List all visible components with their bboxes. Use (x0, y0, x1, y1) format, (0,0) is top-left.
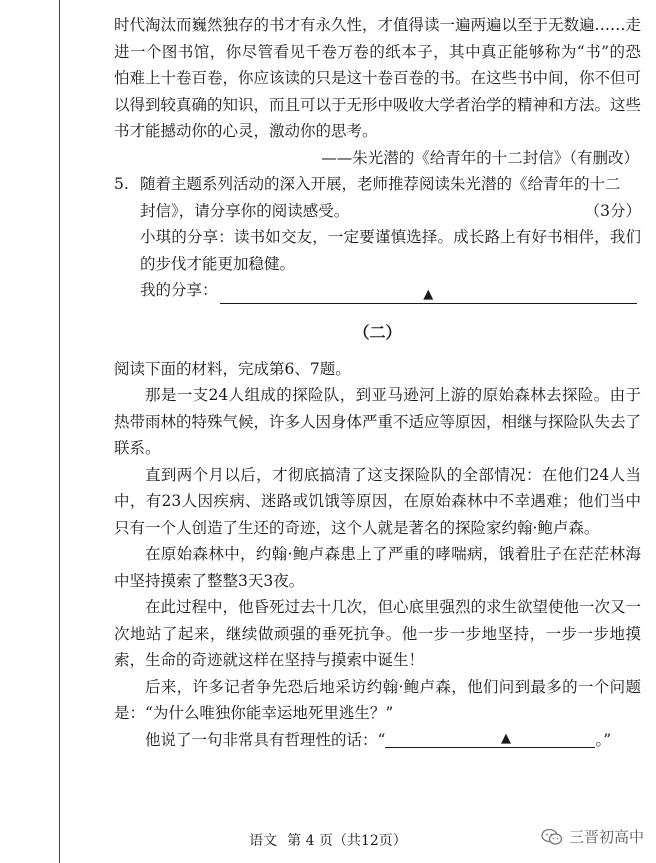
answer-row (114, 277, 641, 304)
example-answer: 小琪的分享：读书如交友，一定要谨慎选择。成长路上有好书相伴，我们的步伐才能更加稳健。 (140, 228, 641, 273)
quote-prefix: 他说了一句非常具有哲理性的话：“ (145, 730, 386, 749)
question-5 (114, 171, 641, 224)
story-paragraph: 那是一支24人组成的探险队，到亚马逊河上游的原始森林去探险。由于热带雨林的特殊气候，许多人因身体严重不适应等原因，相继与探险队失去了联系。 (114, 386, 642, 457)
section-instruction: 阅读下面的材料，完成第6、7题。 (114, 359, 351, 378)
question-score: （3分） (584, 201, 641, 220)
story-paragraph: 直到两个月以后，才彻底搞清了这支探险队的全部情况：在他们24人当中，有23人因疾病、迷路或饥饿等原因，在原始森林中不幸遇难；他们当中只有一个人创造了生还的奇迹，这个人就是著名的探险家约翰·鲍卢森。 (114, 465, 641, 537)
answer-blank[interactable] (220, 281, 637, 304)
story-paragraph: 在此过程中，他昏死过去十几次，但心底里强烈的求生欲望使他一次又一次地站了起来，继续做顽强的垂死抗争。他一步一步地坚持，一步一步地摸索，生命的奇迹就这样在坚持与摸索中诞生！ (114, 598, 642, 669)
footer-subject: 语文 (249, 833, 278, 849)
question-text-line2 (140, 198, 641, 225)
footer-page: 第 4 页 (287, 833, 333, 849)
passage-source: ——朱光潜的《给青年的十二封信》（有删改） (321, 148, 639, 167)
section-title: （二） (353, 322, 402, 342)
question-text-line1: 随着主题系列活动的深入开展，老师推荐阅读朱光潜的《给青年的十二 (140, 175, 621, 193)
footer-total: （共12页） (332, 833, 407, 849)
story-paragraph: 后来，许多记者争先恐后地采访约翰·鲍卢森，他们问到最多的一个问题是：“为什么唯独你能幸运地死里逃生？” (114, 677, 641, 722)
triangle-icon: ▲ (423, 286, 434, 302)
quote-suffix: 。” (595, 730, 612, 749)
triangle-icon: ▲ (500, 730, 511, 746)
story-paragraph: 在原始森林中，约翰·鲍卢森患上了严重的哮喘病，饿着肚子在茫茫林海中坚持摸索了整整3天3夜。 (114, 545, 641, 590)
quote-blank[interactable] (385, 729, 595, 748)
answer-label: 我的分享： (140, 281, 218, 299)
question-text-cont: 封信》，请分享你的阅读感受。 (140, 201, 350, 220)
binding-margin-line (59, 0, 60, 863)
wechat-icon (541, 828, 563, 846)
passage-paragraph: 时代淘汰而巍然独存的书才有永久性，才值得读一遍两遍以至于无数遍……走进一个图书馆，你尽管看见千卷万卷的纸本子，其中真正能够称为“书”的恐怕难上十卷百卷，你应该读的只是这十卷百卷的书。在这些书中间，你不但可以得到较真确的知识，而且可以于无形中吸收大学者治学的精神和方法。这些书才能撼动你的心灵，激动你的思考。 (114, 16, 642, 140)
question-number: 5. (114, 175, 129, 193)
page-content (114, 12, 641, 753)
watermark (541, 826, 644, 847)
story-last-line (114, 727, 641, 754)
watermark-text: 三晋初高中 (568, 828, 644, 846)
